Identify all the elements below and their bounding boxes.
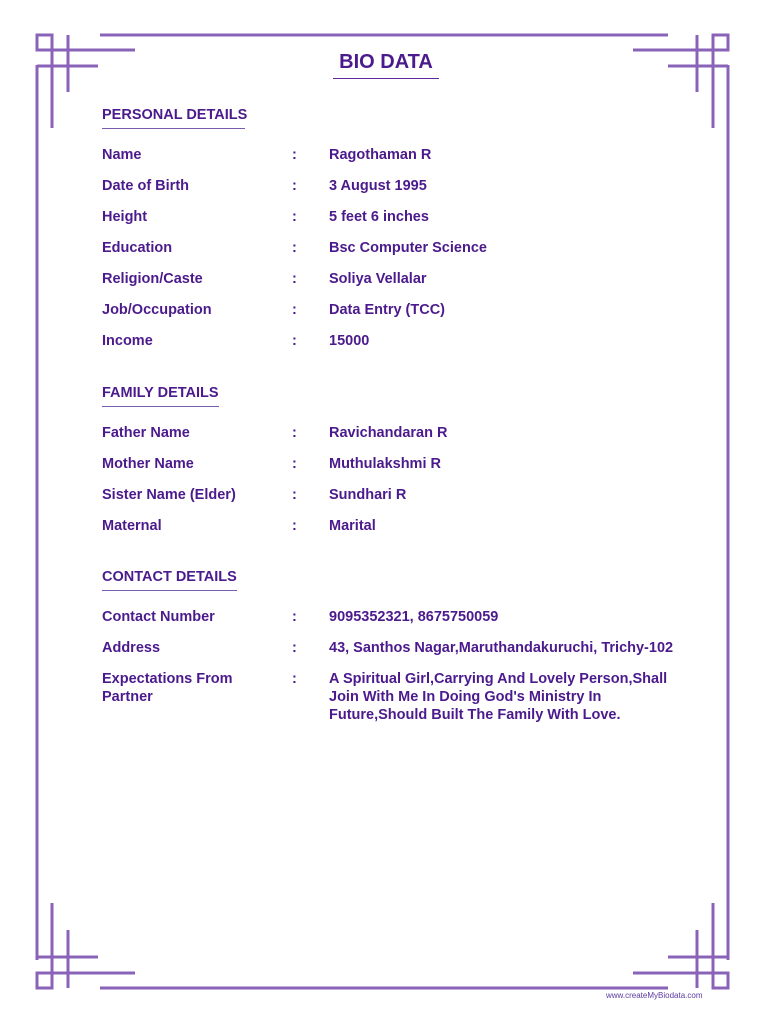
field-label-height: Height (102, 209, 148, 225)
field-label-name: Name (102, 147, 142, 163)
field-separator: : (292, 209, 297, 225)
field-label-contact-number: Contact Number (102, 609, 215, 625)
field-value-dob: 3 August 1995 (329, 178, 427, 194)
field-separator: : (292, 302, 297, 318)
contact-details-heading: CONTACT DETAILS (102, 569, 237, 585)
field-label-education: Education (102, 240, 173, 256)
field-separator: : (292, 240, 297, 256)
footer-website: www.createMyBiodata.com (606, 991, 703, 1000)
field-label-father: Father Name (102, 425, 190, 441)
field-value-mother: Muthulakshmi R (329, 456, 441, 472)
field-separator: : (292, 333, 297, 349)
field-label-dob: Date of Birth (102, 178, 189, 194)
corner-ornament-bottom-left (37, 903, 135, 988)
field-value-contact-number: 9095352321, 8675750059 (329, 609, 499, 625)
field-separator: : (292, 271, 297, 287)
field-separator: : (292, 518, 297, 534)
corner-ornament-bottom-right (633, 903, 728, 988)
corner-ornament-top-right (633, 35, 728, 128)
title-underline (333, 78, 439, 79)
field-label-mother: Mother Name (102, 456, 194, 472)
field-label-expectations-line2: Partner (102, 689, 153, 705)
page-title: BIO DATA (339, 51, 433, 73)
personal-details-heading: PERSONAL DETAILS (102, 107, 248, 123)
field-separator: : (292, 640, 297, 656)
field-value-expectations-line3: Future,Should Built The Family With Love. (329, 707, 621, 723)
field-value-maternal: Marital (329, 518, 376, 534)
field-value-address: 43, Santhos Nagar,Maruthandakuruchi, Trichy-102 (329, 640, 674, 656)
field-separator: : (292, 456, 297, 472)
field-label-sister: Sister Name (Elder) (102, 487, 236, 503)
field-separator: : (292, 671, 297, 687)
family-details-heading: FAMILY DETAILS (102, 385, 219, 401)
field-value-father: Ravichandaran R (329, 425, 448, 441)
field-value-name: Ragothaman R (329, 147, 432, 163)
field-label-address: Address (102, 640, 161, 656)
field-label-religion-caste: Religion/Caste (102, 271, 203, 287)
field-label-expectations-line1: Expectations From (102, 671, 233, 687)
field-separator: : (292, 178, 297, 194)
field-label-occupation: Job/Occupation (102, 302, 212, 318)
field-label-income: Income (102, 333, 153, 349)
field-separator: : (292, 609, 297, 625)
field-value-expectations-line1: A Spiritual Girl,Carrying And Lovely Person,Shall (329, 671, 668, 687)
field-label-maternal: Maternal (102, 518, 162, 534)
field-value-education: Bsc Computer Science (329, 240, 487, 256)
contact-details-underline (102, 590, 237, 591)
field-value-occupation: Data Entry (TCC) (329, 302, 446, 318)
family-details-underline (102, 406, 219, 407)
field-value-income: 15000 (329, 333, 370, 349)
field-value-expectations-line2: Join With Me In Doing God's Ministry In (329, 689, 602, 705)
personal-details-underline (102, 128, 245, 129)
field-separator: : (292, 147, 297, 163)
field-value-religion-caste: Soliya Vellalar (329, 271, 427, 287)
field-separator: : (292, 425, 297, 441)
field-separator: : (292, 487, 297, 503)
field-value-sister: Sundhari R (329, 487, 407, 503)
field-value-height: 5 feet 6 inches (329, 209, 429, 225)
